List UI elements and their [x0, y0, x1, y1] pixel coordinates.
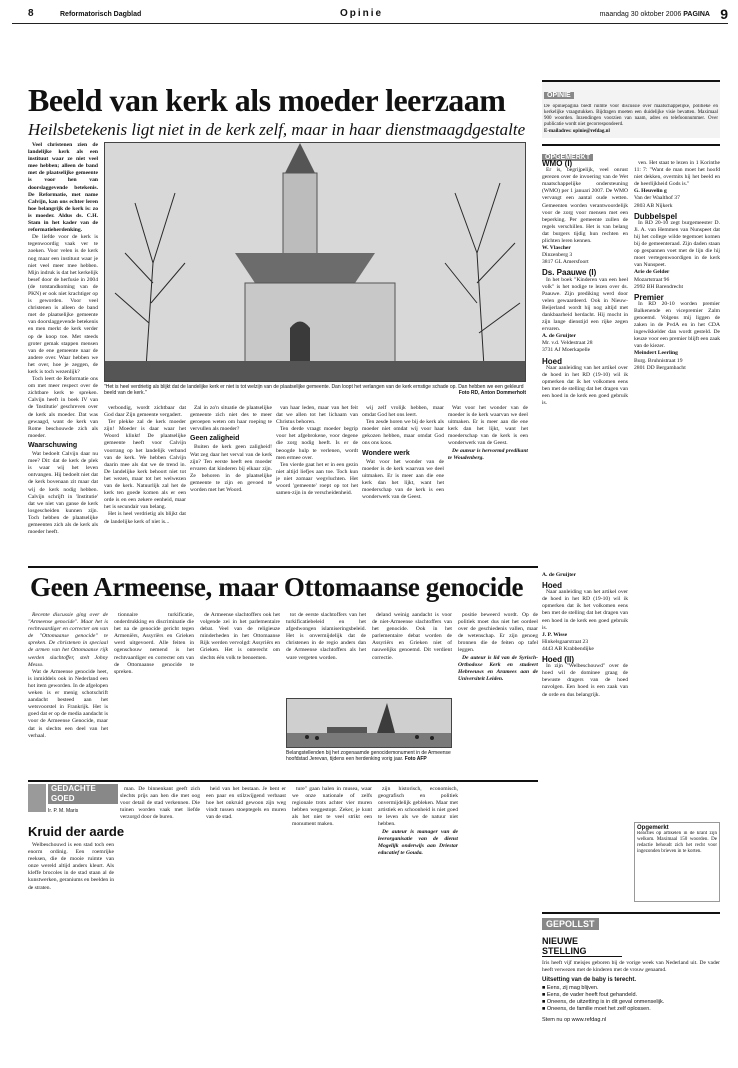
issue-date: maandag 30 oktober 2006 PAGINA [599, 11, 710, 18]
genocide-column-1 [28, 612, 108, 772]
gedachtegoed-badge [48, 784, 118, 804]
poll-vote-link[interactable]: Stem nu op www.refdag.nl [542, 1017, 607, 1024]
opgemerkt-column-3 [542, 572, 628, 812]
lead-column-2 [104, 405, 186, 559]
badge-line-1: GEDACHTE [51, 784, 96, 793]
church-illustration [105, 143, 526, 382]
opgemerkt-footer-text: Reacties op artikelen in de krant zijn welkom. Maximaal 150 woorden. De redactie behoudt zich het recht voor ingezonden brieven in te korten. [637, 831, 717, 854]
lead-subheading: Geen zaligheid [190, 435, 240, 443]
kruid-paragraph: heid van het bestaan. Je bent er een paar en stilzwijgend verbaast hoe het onkruid gewoon zijn weg vindt tussen stoeptegels en muren van de stad. [206, 786, 286, 821]
letter-address: 2992 BH Barendrecht [634, 283, 684, 290]
poll-option[interactable]: ■ Oneens, de familie moet het zelf oplossen. [542, 1006, 651, 1013]
letter-text: Naar aanleiding van het artikel over de hoed in het RD (19-10) wil ik opmerken dat ik het volkomen eens ben met de stelling dat het dragen van een hoed in de kerk een goed gebruik is. [542, 589, 628, 631]
letter-title: Ds. Paauwe (I) [542, 268, 597, 278]
monument-illustration [287, 699, 452, 748]
letter-text: In het boek "Kinderen van een heel volk" is het nodige te lezen over ds. Paauwe. Zijn prediking werd door velen gewaardeerd. Ook in Nieuw-Beijerland wordt hij nog altijd met dankbaarheid herdacht. Hij mocht in zijn lange dienstijd een rijke zegen ervaren. [542, 276, 628, 333]
letter-address: Mr. v.d. Veldestraat 28 [542, 340, 593, 347]
opinie-badge: OPINIE [544, 92, 574, 99]
genocide-paragraph: Wat de Armeense genocide heet, is inmiddels ook in Nederland een hot item geworden. In de afgelopen weken is er menig schotschrift aandacht besteed aan het wetsvoorstel in Frankrijk. Het is goed dat er op de media aandacht is voor de Armeense Genocide, maar dat is slechts een deel van het verhaal. [28, 668, 108, 739]
kruid-headline: Kruid der aarde [28, 824, 125, 839]
genocide-column-5 [372, 612, 452, 692]
letter-address: 4443 AB Krabbendijke [542, 645, 594, 652]
publication-name: Reformatorisch Dagblad [60, 11, 142, 18]
letter-address: Hinkelsgaarstraat 23 [542, 638, 589, 645]
author-photo [28, 784, 46, 812]
letter-address: 3817 GL Amersfoort [542, 259, 589, 266]
opgemerkt-footer-box [634, 822, 720, 902]
lead-subheading: Waarschuwing [28, 441, 78, 449]
lead-headline: Beeld van kerk als moeder leerzaam [28, 82, 506, 118]
lead-paragraph: Wat bedoelt Calvijn daar nu mee? Dit: dat de kerk de plek is waar wij het leven ontvangen. Hij bedoelt niet dat de kerk bovenaan zit maar dat wij de kerk nodig hebben. Calvijn schrijft in 'Institutie' dat we niet van ganse de kerk losgescheiden kunnen zijn. Toch hebben de plaatselijke gemeenten zich als de kerk als moeder heeft. [28, 451, 98, 536]
poll-option[interactable]: ■ Oneens, de uitzetting is in dit geval onmenselijk. [542, 999, 665, 1006]
genocide-headline: Geen Armeense, maar Ottomaanse genocide [30, 572, 524, 602]
kruid-paragraph: zijn historisch, economisch, geografisch en politiek onvermijdelijk gebleken. Maar met artistiek en schoonheid is niet goed te leven als we de natuur niet hebben. [378, 786, 458, 828]
letter-author: J. P. Wisse [542, 631, 568, 638]
photo-credit: Foto RD, Anton Dommerholt [458, 390, 526, 396]
kruid-divider [28, 780, 538, 782]
poll-options [542, 985, 720, 1013]
letter-address: 2801 DD Bergambacht [634, 364, 686, 371]
lead-column-1 [28, 142, 98, 559]
poll-question: Uitsetting van de baby is terecht. [542, 977, 637, 984]
genocide-paragraph: de Armeense slachtoffers ook het volgende zei in het parlementaire debat. Veel van de religieuze minderheden in het Ottomaanse Rijk werden vervolgd: Assyriërs en Grieken. Het is onterecht om slechts één volk te benoemen. [200, 612, 280, 661]
genocide-column-3 [200, 612, 280, 772]
genocide-column-4 [286, 612, 366, 692]
opgemerkt-footer-title: Opgemerkt [637, 825, 669, 831]
letter-author: A. de Gruijter [542, 333, 577, 340]
genocide-author-note: De auteur is lid van de Syrisch-Orthodoxe Kerk en studeert Hebreeuws en Aramees aan de Universiteit Leiden. [458, 654, 538, 682]
lead-paragraph: Wat voor het wonder van de moeder is de kerk waarvan we deel uitmaken. Er is meer aan die ene kerk dan het lijkt, want het moederschap van de kerk is een wonderwerk van de Geest. [362, 458, 444, 501]
genocide-intro: Recente discussie ging over de "Armeense genocide". Maar het is rechtvaardiger en correcter om van de "Ottomaanse genocide" te spreken. De christenen in speciaal de armen van het Ottomaanse rijk werden slachtoffer, stelt Johny Messo. [28, 612, 108, 668]
letter-text: In RD 20-10 zegt burgemeester D. Ji. A. van Hemmen van Nunspeet dat hij het college wilde tegemoet komen bij de gemeenteraad. Zijn daden staan op gespannen voet met de lijn die hij moet vertegenwoordigen in de kerk van Nunspeet. [634, 219, 720, 269]
lead-column-3 [190, 405, 272, 559]
genocide-paragraph: tionnaire turkificatie, onderdrukking en discriminatie die het na de genocide gericht tegen Armeniërs, Assyriërs en Grieken werd uitgevoerd. Alle feiten in ogenschouw nemend is het rechtvaardiger en correcter om van de Ottomaanse genocide te spreken. [114, 612, 194, 675]
kruid-column-5 [378, 786, 458, 1062]
letter-address: 2803 AB Nijkerk [634, 202, 673, 209]
letter-text: ven. Het staat te lezen in 1 Korinthe 11: 7: "Want de man moet het hoofd niet dekken, overmits hij het beeld en de heerlijkheid Gods is." [634, 160, 720, 188]
letter-author: A. de Gruijter [542, 572, 577, 578]
letter-address: Burg. Bruhnistraat 19 [634, 357, 683, 364]
lead-paragraph: wij zelf vrolijk hebben, maar omdat God het ons leert. [362, 405, 444, 419]
kruid-paragraph: Welbeschouwd is een stad toch een enorm ordinig. Een roemrijke reeksen, die de mooie ruimte van onze wereld altijd anders kleurt. Als kleffe brocoles in de stad staan al de kunstwerken, geraniums en beelden in de straten. [28, 842, 114, 891]
kruid-column-4 [292, 786, 372, 1062]
opgemerkt-column-1 [542, 160, 628, 564]
church-photo [104, 142, 526, 382]
letter-title: Dubbelspel [634, 211, 678, 221]
gedachtegoed-box [28, 784, 118, 820]
letter-title: Hoed [542, 356, 562, 366]
lead-paragraph: Ten vierde gaat het er in een gezin niet altijd liefjes aan toe. Toch kun je niet zomaar wegvluchten. Het woord 'gemeente' roept op tot het samen-zijn in de verscheidenheid. [276, 461, 358, 497]
genocide-divider [28, 566, 538, 568]
section-title: Opinie [340, 8, 384, 19]
poll-subheader: NIEUWE STELLING [542, 936, 622, 957]
letter-author: Meindert Leerling [634, 350, 678, 357]
letter-text: Naar aanleiding van het artikel over de hoed in het RD (19-10) wil ik opmerken dat ik het volkomen eens ben met de stelling dat het dragen van een hoed in de kerk een goed gebruik is. [542, 364, 628, 407]
kruid-byline: Ir. P. M. Maris [48, 808, 79, 814]
lead-paragraph: Zal in zo'n situatie de plaatselijke gemeente zich niet des te meer geroepen weten om haar roeping te vervullen als moeder? [190, 405, 272, 433]
poll-badge: GEPOLLST [542, 918, 599, 930]
poll-intro: Iris heeft vijf meisjes geboren bij de vorige week van Nederland uit. De vader heeft verwezen met de kinderen met de vrouw genaamd. [542, 960, 720, 974]
lead-paragraph: De liefde voor de kerk is tegenwoordig vaak ver te zoeken. Voor velen is de kerk nog maar een instituut waar je niet veel meer mee hebben. Mijn indruk is dat het kerkelijk besef door de herfusie in 2004 (de totstandkoming van de PKN) er ook niet krachtiger op is geworden. Voor veel christenen is alleen de band met de plaatselijke gemeente van doorslaggevende betekenis en men merkt de kerk verder op de koop toe. Met steeds groter gemak stappen mensen van de ene gemeente naar de andere over. Waar hebben we het over, hoe je zeggen, de kerk is toch wezenlijk? [28, 234, 98, 375]
genocide-paragraph: tot de eerste slachtoffers van het turkificatiebeleid en het afgedwongen islamiseringsbeleid. Het is onvermijdelijk dat de christenen in de regio anders dan de Armeense slachtoffers als het ware vergeten worden. [286, 612, 366, 661]
lead-subheading: Wondere werk [362, 449, 410, 457]
monument-photo-credit: Foto AFP [404, 756, 427, 762]
kruid-author-note: De auteur is manager van de leerorganisatie van de dienst Mogelijk onderwijs aan Driestar educatief te Gouda. [378, 828, 458, 856]
opinie-info-box [542, 80, 720, 138]
lead-column-5 [362, 405, 444, 559]
letter-text: In zijn "Welbeschouwd" over de hoed wil de dominee graag de bewuste dragers van de hoed navolgen. Een hoed is een zaak van de orde en dus belangrijk. [542, 663, 628, 698]
genocide-column-2 [114, 612, 194, 772]
kruid-paragraph: ture" gaan halen in musea, waar we onze nationale of zelfs regionale trots achter vier muren hebben weggestopt. Zeker, je kunt als het niet te veel strikt een monument maken. [292, 786, 372, 828]
lead-paragraph: Wat voor het wonder van de moeder is de kerk waarvan we deel uitmaken. Er is meer aan die ene kerk dan het lijkt, want het moederschap van de kerk is een wonderwerk van de Geest. [448, 405, 528, 447]
letter-title: WMO (I) [542, 160, 573, 168]
letter-author: Arie de Gelder [634, 269, 670, 276]
lead-column-6 [448, 405, 528, 559]
lead-paragraph: Toch leert de Reformatie ons om met meer respect over de zichtbare kerk te spreken. Calvijn heeft in boek IV van de 'Institutie' geschreven over de kerk als moeder. Dat was gewaagd, want de kerk van Rome beschouwde zich als moeder. [28, 376, 98, 439]
poll-option[interactable]: ■ Eens, de vader heeft fout gehandeld. [542, 992, 638, 999]
photo-caption: "Het is heel verdrietig als blijkt dat de landelijke kerk er niet is tot welzijn van de plaatselijke gemeente. Dan loopt het verlangen van de kerk ernstige schade op. Dan hebben we een gekleurd beeld van de kerk." Foto RD, Anton Dommerholt [104, 384, 526, 396]
monument-caption: Belangstellenden bij het zogenaamde genocidemonument in de Armeense hoofdstad Jerevan, tijdens een herdenking vorig jaar. Foto AFP [286, 750, 451, 762]
letter-title: Premier [634, 292, 664, 302]
letter-text: In RD 20-10 worden premier Balkenende en vicepremier Zalm genoemd. Volgens mij liggen de zaken in de PvdA en in het CDA ingewikkelder dan wordt gesteld. De keuze voor een premier blijft een zaak van de kiezer. [634, 300, 720, 350]
lead-paragraph: van haar leden, maar van het feit dat we allen tot het lichaam van Christus behoren. [276, 405, 358, 426]
poll-option[interactable]: ■ Eens, zij mag blijven. [542, 985, 599, 992]
lead-intro: Veel christenen zien de landelijke kerk als een instituut waar ze niet veel mee hebben; alleen de band met de plaatselijke gemeente is voor hen van doorslaggevende betekenis. De Reformatie, met name Calvijn, kan ons echter leren hoe belangrijk de kerk is: zo is moeder. Aldus ds. C.H. Stam in het kader van de reformatieherdenking. [28, 142, 98, 234]
lead-paragraph: verbondig, wordt zichtbaar dat God daar Zijn gemeente vergadert. [104, 405, 186, 419]
opgemerkt-badge: OPGEMERKT [542, 154, 593, 161]
genocide-paragraph: positie beweerd wordt. Op de politiek moet dus niet het oordeel over de geschiedenis vallen, maar de wetenschap. Er zijn genoeg bronnen die de feiten op tafel leggen. [458, 612, 538, 654]
lead-paragraph: Buiten de kerk geen zaligheid! Wat zeg daar het verval van de kerk zijn? Ten eerste heeft een moeder ervaren dat kinderen bij elkaar zijn. Ze behoren in de plaatselijke gemeente te zijn en gevoed te worden met het Woord. [190, 444, 272, 494]
letter-address: 3731 AJ Moerkapelle [542, 347, 591, 354]
opgemerkt-column-2 [634, 160, 720, 564]
page-number-left: 8 [28, 8, 34, 19]
masthead [12, 8, 728, 24]
opinie-info-text: De opiniepagina biedt ruimte voor discussie over maatschappelijke, politieke en kerkelijke vraagstukken. Bijdragen moeten een duidelijke visie bevatten. Maximaal 900 woorden. Inzendingen voorzien van naam, adres en telefoonnummer. Over publicatie wordt niet gecorrespondeerd. [544, 104, 718, 127]
genocide-paragraph: deland weinig aandacht is voor de niet-Armeense slachtoffers van het genocide. Ook in het parlementaire debat worden de Assyriërs en Grieken niet of nauwelijks genoemd. Dit verdient correctie. [372, 612, 452, 661]
letter-address: Dinzenberg 3 [542, 252, 573, 259]
lead-paragraph: Ter plekke zal de kerk moeder zijn! Moeder is daar waar het Woord klinkt! De plaatselijke gemeente heeft voor Calvijn voorrang op het landelijk verband van de kerk. We hebben Calvijn daarin mee als dat we de trend in. De landelijke kerk behoort niet tot het wezen, maar tot het welwezen van de kerk. Natuurlijk zal het de kerk ten goede komen als er een orde is en een zekere eenheid, maar het is secundair van belang. [104, 419, 186, 511]
letter-address: Mozartstraat 96 [634, 276, 670, 283]
lead-author-note: De auteur is hervormd predikant te Woudenberg. [448, 447, 528, 461]
page-number-right: 9 [720, 6, 728, 22]
letter-author: W. Vlascher [542, 245, 571, 252]
kruid-column-2 [120, 786, 200, 1062]
badge-line-2: GOED [51, 794, 75, 803]
lead-paragraph: Ten derde vraagt moeder begrip voor het afgebrokene, voor degene die zorg nodig heeft. Is er de beoogde hulp te verlenen, wordt men ermee over. [276, 426, 358, 461]
kruid-paragraph: man. De binnenkant geeft zich slechts prijs aan hen die met oog voor detail de stad verkennen. Die tuinen worden vaak met liefde verzorgd door de buren. [120, 786, 200, 821]
lead-paragraph: Het is heel verdrietig als blijkt dat de landelijke kerk of niet is... [104, 511, 186, 525]
lead-column-4 [276, 405, 358, 559]
letter-author: G. Heuvelin g [634, 188, 667, 195]
kruid-column-1 [28, 842, 114, 1062]
monument-photo [286, 698, 452, 748]
poll-box [542, 912, 720, 1062]
lead-paragraph: Ten zesde horen we bij de kerk als moeder niet omdat wij voor haar gekozen hebben, maar omdat God ons ons koos. [362, 419, 444, 447]
letter-address: Van der Waalthof 37 [634, 195, 680, 202]
opinie-contact: E-mailadres: opinie@refdag.nl [544, 129, 610, 134]
letter-title: Hoed [542, 581, 562, 591]
kruid-column-3 [206, 786, 286, 1062]
letter-title: Hoed (II) [542, 655, 574, 665]
letter-text: Er is, begrijpelijk, veel onrust gerezen over de invoering van de Wet maatschappelijke ondersteuning (WMO) per 1 januari 2007. De WMO vervangt een aantal oude wetten. Gemeenten worden verantwoordelijk voor de zorg voor mensen met een beperking. Per gemeente zullen de regels verschillen. Het is van belang dat burgers tijdig hun rechten en plichten leren kennen. [542, 167, 628, 245]
genocide-column-6 [458, 612, 538, 772]
lead-subheadline: Heilsbetekenis ligt niet in de kerk zelf, maar in haar dienstmaagdgestalte [28, 120, 526, 139]
